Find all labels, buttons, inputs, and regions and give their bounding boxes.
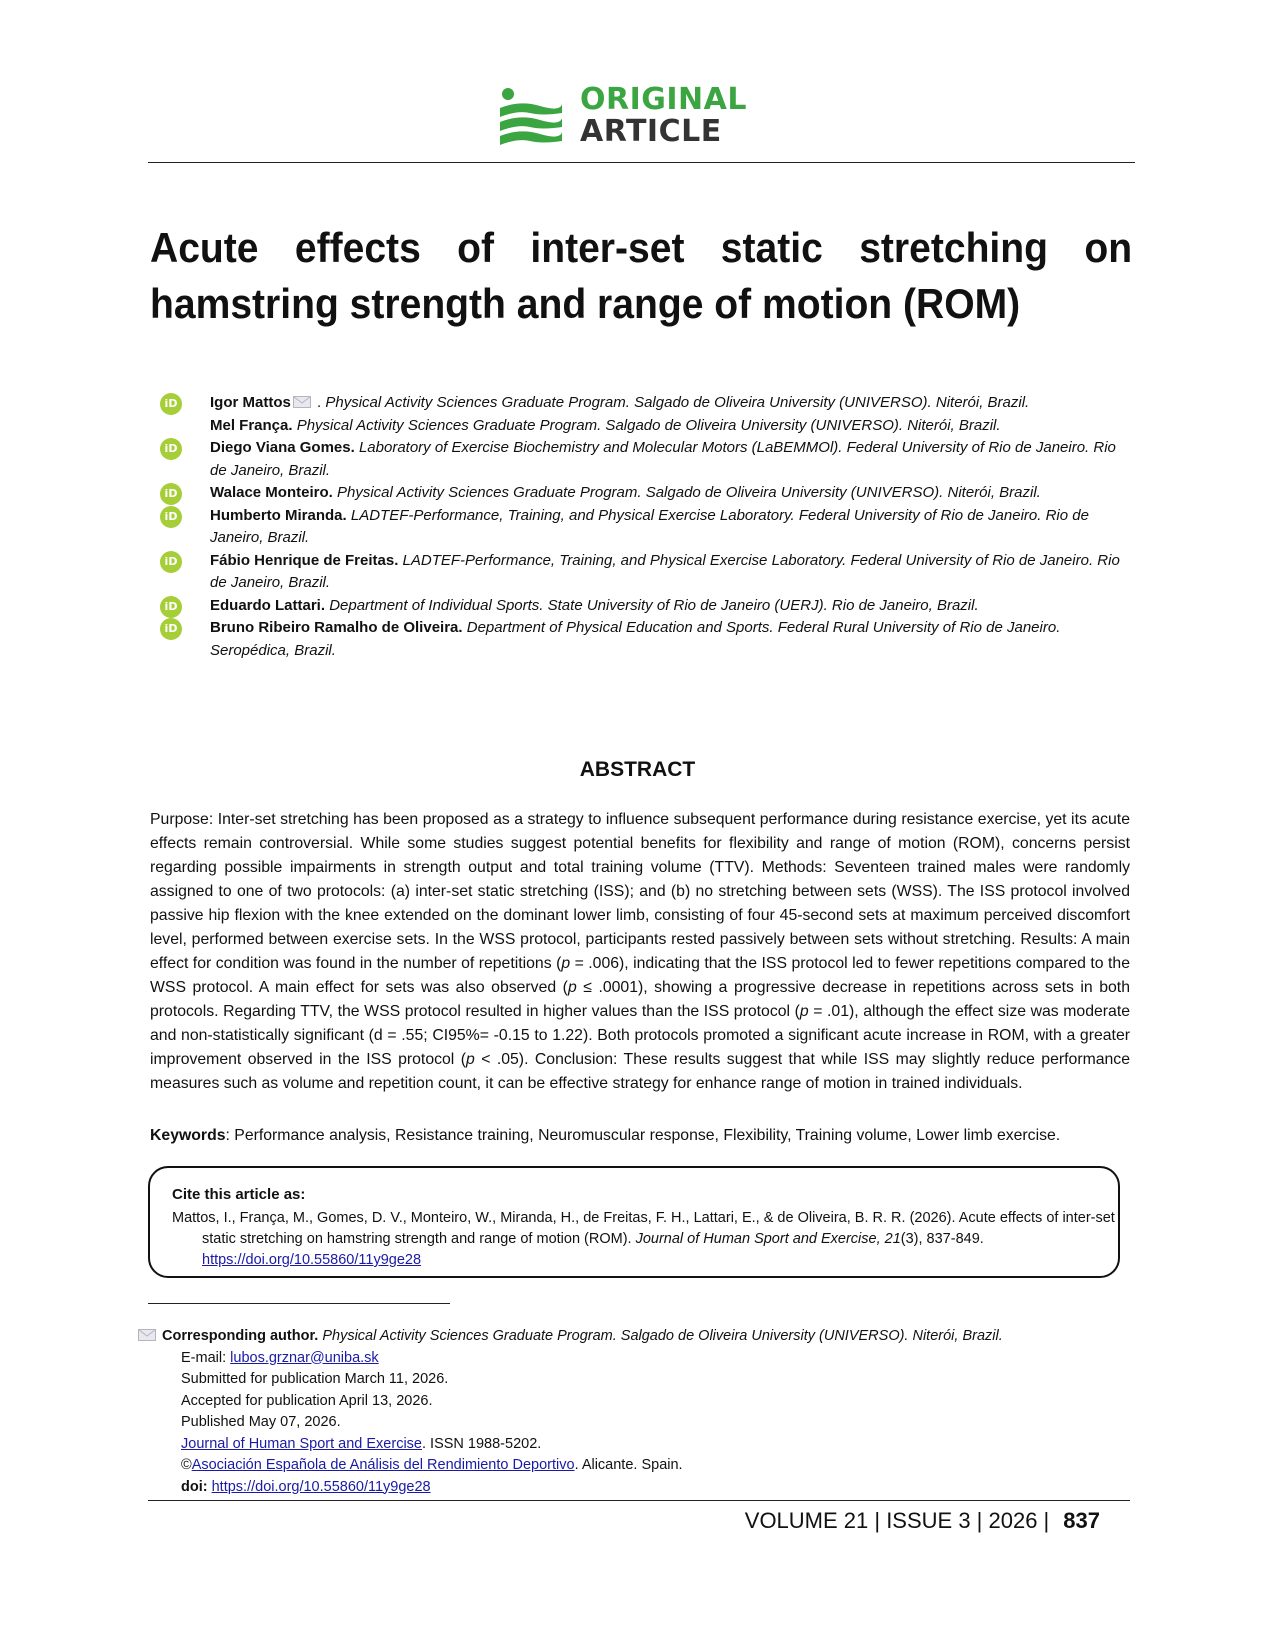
doi-line <box>136 1477 1136 1499</box>
copyright-symbol: © <box>181 1457 192 1473</box>
abstract-part: = .006), indicating that the ISS protocol led to fewer repetitions compared to the WSS protocol. A main effect for sets was also observed ( <box>150 955 1130 996</box>
p-symbol: p <box>465 1051 475 1068</box>
volume-issue: VOLUME 21 | ISSUE 3 | 2026 | <box>744 1508 1050 1533</box>
logo-line-article: ARTICLE <box>580 114 722 149</box>
orcid-icon[interactable]: iD <box>160 596 182 618</box>
author-affiliation: Department of Physical Education and Sports. Federal Rural University of Rio de Janeiro. Seropédica, Brazil. <box>210 619 1061 659</box>
published-date: Published May 07, 2026. <box>181 1414 341 1430</box>
orcid-icon[interactable]: iD <box>160 483 182 505</box>
author-name: Humberto Miranda. <box>210 506 347 524</box>
author-affiliation: Laboratory of Exercise Biochemistry and Molecular Motors (LaBEMMOl). Federal University of Rio de Janeiro. Rio de Janeiro, Brazil. <box>210 439 1116 479</box>
keywords-list: : Performance analysis, Resistance training, Neuromuscular response, Flexibility, Training volume, Lower limb exercise. <box>225 1127 1061 1144</box>
orcid-icon[interactable]: iD <box>160 438 182 460</box>
author-name: Bruno Ribeiro Ramalho de Oliveira. <box>210 619 463 636</box>
submitted-date: Submitted for publication March 11, 2026. <box>181 1371 449 1387</box>
email-line <box>136 1348 1136 1370</box>
author-entry <box>160 392 1120 415</box>
author-name: Mel França. <box>210 416 293 434</box>
keywords <box>150 1124 1140 1148</box>
author-entry <box>160 415 1120 438</box>
p-symbol: p <box>567 979 577 996</box>
citation-box <box>148 1166 1120 1278</box>
orcid-icon[interactable]: iD <box>160 506 182 528</box>
author-name: Diego Viana Gomes. <box>210 439 355 456</box>
author-affiliation: Physical Activity Sciences Graduate Program. Salgado de Oliveira University (UNIVERSO). Niterói, Brazil. <box>336 484 1041 501</box>
corresponding-author-block <box>136 1326 1136 1498</box>
keywords-label: Keywords <box>150 1127 226 1144</box>
author-entry <box>160 595 1120 618</box>
author-entry <box>160 550 1120 595</box>
author-name: Eduardo Lattari. <box>210 596 326 614</box>
journal-logo <box>500 84 790 154</box>
logo-line-original: ORIGINAL <box>580 82 747 117</box>
accepted-date: Accepted for publication April 13, 2026. <box>181 1392 433 1409</box>
abstract-text <box>150 808 1130 1096</box>
citation-doi-link[interactable]: https://doi.org/10.55860/11y9ge28 <box>202 1252 422 1268</box>
author-name: Igor Mattos <box>210 394 291 411</box>
author-affiliation: LADTEF-Performance, Training, and Physical Exercise Laboratory. Federal University of Rio de Janeiro. Rio de Janeiro, Brazil. <box>210 506 1089 546</box>
article-title: Acute effects of inter-set static stretching on hamstring strength and range of motion (ROM) <box>150 224 1133 327</box>
doi-label: doi: <box>181 1478 212 1495</box>
original-article-stripes-icon <box>500 86 562 146</box>
author-affiliation: Physical Activity Sciences Graduate Program. Salgado de Oliveira University (UNIVERSO). Niterói, Brazil. <box>296 416 1001 434</box>
p-symbol: p <box>799 1003 809 1020</box>
author-entry <box>160 617 1120 662</box>
citation-part: Mattos, I., França, M., Gomes, D. V., Monteiro, W., Miranda, H., de Freitas, F. H., Lattari, E., & de Oliveira, B. R. R. (2026). Acute effects of inter-set static stretching on hamstring strength and range of motion (ROM). <box>172 1210 1115 1247</box>
copyright-line <box>136 1455 1136 1477</box>
abstract-part: = .01), although the effect size was moderate and non-statistically significant (d = .55; CI95%= -0.15 to 1.22). Both protocols promoted a significant acute increase in ROM, with a greater improvement observed in the ISS protocol ( <box>150 1003 1130 1068</box>
association-link[interactable]: Asociación Española de Análisis del Rendimiento Deportivo <box>191 1457 575 1473</box>
author-entry <box>160 437 1120 482</box>
page-footer <box>745 1508 1100 1534</box>
logo-text <box>580 84 747 148</box>
author-affiliation: Physical Activity Sciences Graduate Program. Salgado de Oliveira University (UNIVERSO). Niterói, Brazil. <box>325 394 1030 411</box>
author-entry <box>160 482 1120 505</box>
author-separator: . <box>312 394 326 411</box>
orcid-icon[interactable]: iD <box>160 618 182 640</box>
author-affiliation: Department of Individual Sports. State University of Rio de Janeiro (UERJ). Rio de Janeiro, Brazil. <box>329 596 979 614</box>
envelope-icon <box>138 1329 156 1341</box>
author-affiliation: LADTEF-Performance, Training, and Physical Exercise Laboratory. Federal University of Rio de Janeiro. Rio de Janeiro, Brazil. <box>210 551 1120 591</box>
abstract-part: Purpose: Inter-set stretching has been proposed as a strategy to influence subsequent performance during resistance exercise, yet its acute effects remain controversial. While some studies suggest potential benefits for flexibility and range of motion (ROM), concerns persist regarding possible impairments in strength output and total training volume (TTV). Methods: Seventeen trained males were randomly assigned to one of two protocols: (a) inter-set static stretching (ISS); and (b) no stretching between sets (WSS). The ISS protocol involved passive hip flexion with the knee extended on the dominant lower limb, consisting of four 45-second sets at maximum perceived discomfort level, performed between exercise sets. In the WSS protocol, participants rested passively between sets without stretching. Results: A main effect for condition was found in the number of repetitions ( <box>150 811 1130 972</box>
author-name: Walace Monteiro. <box>210 484 333 501</box>
email-label: E-mail: <box>181 1349 231 1366</box>
association-location: . Alicante. Spain. <box>574 1457 683 1473</box>
p-symbol: p <box>561 955 571 972</box>
doi-link[interactable]: https://doi.org/10.55860/11y9ge28 <box>211 1478 431 1495</box>
corresponding-label: Corresponding author. <box>162 1328 319 1344</box>
corresponding-author-line <box>136 1326 1136 1348</box>
corresponding-affiliation: Physical Activity Sciences Graduate Program. Salgado de Oliveira University (UNIVERSO). Niterói, Brazil. <box>322 1328 1003 1344</box>
envelope-icon <box>293 396 311 408</box>
abstract-part: ≤ .0001), showing a progressive decrease in repetitions across sets in both protocols. Regarding TTV, the WSS protocol resulted in higher values than the ISS protocol ( <box>150 979 1130 1020</box>
citation-heading: Cite this article as: <box>172 1186 306 1203</box>
author-list <box>160 392 1120 662</box>
citation-journal: Journal of Human Sport and Exercise, 21 <box>635 1231 901 1247</box>
header-divider <box>148 162 1135 163</box>
citation-text <box>172 1208 1122 1271</box>
journal-issn-line <box>136 1434 1136 1456</box>
abstract-part: < .05). Conclusion: These results suggest that while ISS may slightly reduce performance measures such as volume and repetition count, it can be effective strategy for enhance range of motion in trained individuals. <box>150 1051 1130 1092</box>
footnote-divider <box>148 1303 450 1304</box>
orcid-icon[interactable]: iD <box>160 393 182 415</box>
abstract-heading: ABSTRACT <box>579 758 696 781</box>
orcid-icon[interactable]: iD <box>160 551 182 573</box>
author-entry <box>160 505 1120 550</box>
footer-divider <box>148 1500 1130 1501</box>
journal-link[interactable]: Journal of Human Sport and Exercise <box>181 1435 422 1452</box>
issn: . ISSN 1988-5202. <box>422 1435 542 1452</box>
author-name: Fábio Henrique de Freitas. <box>210 551 399 569</box>
email-link[interactable]: lubos.grznar@uniba.sk <box>230 1349 379 1366</box>
citation-part: (3), 837-849. <box>900 1231 984 1247</box>
page-number: 837 <box>1063 1508 1100 1533</box>
